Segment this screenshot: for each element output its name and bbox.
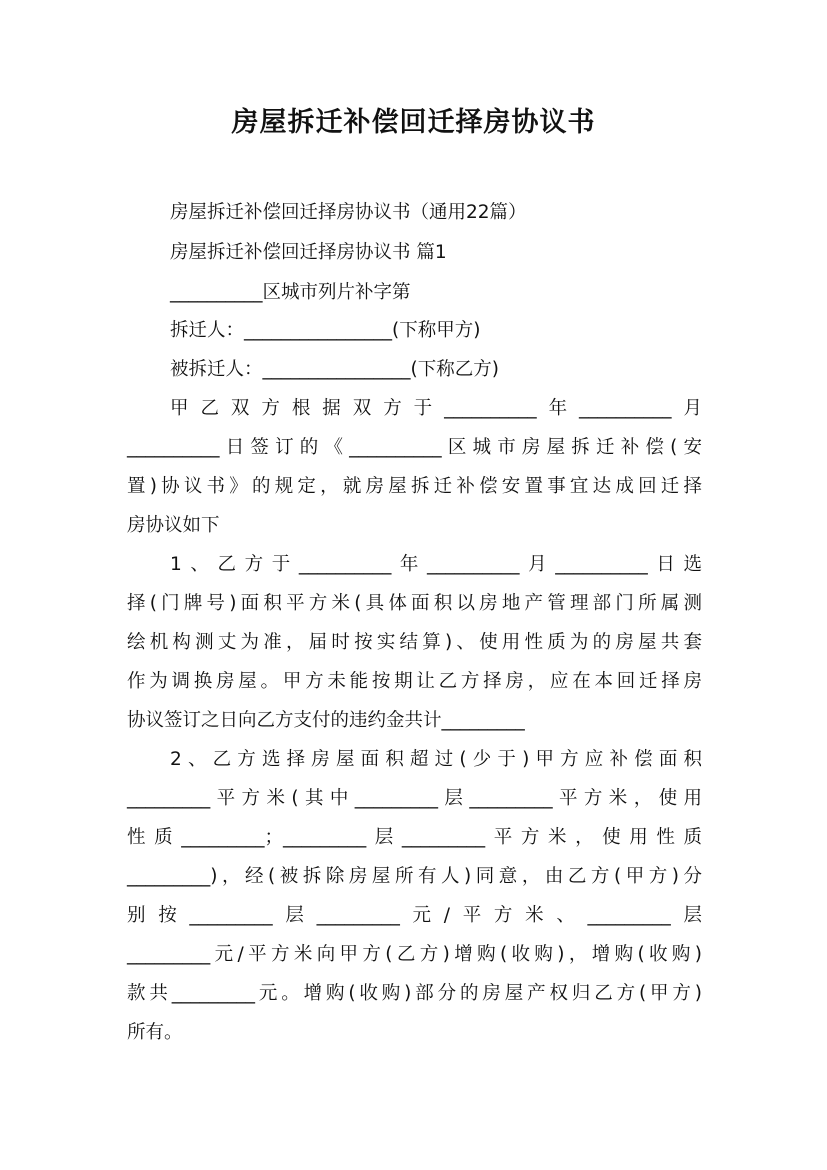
doc-line: 甲乙双方根据双方于__________年__________月	[170, 398, 702, 419]
doc-line: _________元/平方米向甲方(乙方)增购(收购)，增购(收购)	[127, 944, 702, 965]
doc-line: 性质_________；_________层_________平方米，使用性质	[127, 827, 702, 848]
doc-line: 协议签订之日向乙方支付的违约金共计_________	[127, 710, 525, 731]
doc-line: __________区城市列片补字第	[170, 282, 411, 303]
doc-subtitle: 房屋拆迁补偿回迁择房协议书（通用22篇）	[170, 202, 527, 223]
document-title: 房屋拆迁补偿回迁择房协议书	[231, 107, 596, 138]
doc-line: 2、乙方选择房屋面积超过(少于)甲方应补偿面积	[170, 749, 702, 770]
doc-line: 绘机构测丈为准，届时按实结算)、使用性质为的房屋共套	[127, 632, 702, 653]
doc-line: 款共_________元。增购(收购)部分的房屋产权归乙方(甲方)	[127, 983, 702, 1004]
doc-line: 房协议如下	[127, 515, 220, 536]
doc-line: 择(门牌号)面积平方米(具体面积以房地产管理部门所属测	[127, 593, 702, 614]
doc-line: 别按_________层_________元/平方米、_________层	[127, 905, 702, 926]
doc-line: 1、乙方于__________年__________月__________日选	[170, 554, 702, 575]
doc-line: 被拆迁人：________________(下称乙方)	[170, 359, 499, 380]
article-heading: 房屋拆迁补偿回迁择房协议书 篇1	[170, 242, 447, 263]
doc-line: 置)协议书》的规定，就房屋拆迁补偿安置事宜达成回迁择	[127, 476, 702, 497]
doc-line: __________日签订的《__________区城市房屋拆迁补偿(安	[127, 437, 702, 458]
doc-line: _________平方米(其中_________层_________平方米，使用	[127, 788, 702, 809]
doc-line: _________)，经(被拆除房屋所有人)同意，由乙方(甲方)分	[127, 866, 702, 887]
doc-line: 作为调换房屋。甲方未能按期让乙方择房，应在本回迁择房	[127, 671, 702, 692]
doc-line: 所有。	[127, 1022, 183, 1043]
doc-line: 拆迁人：________________(下称甲方)	[170, 320, 481, 341]
